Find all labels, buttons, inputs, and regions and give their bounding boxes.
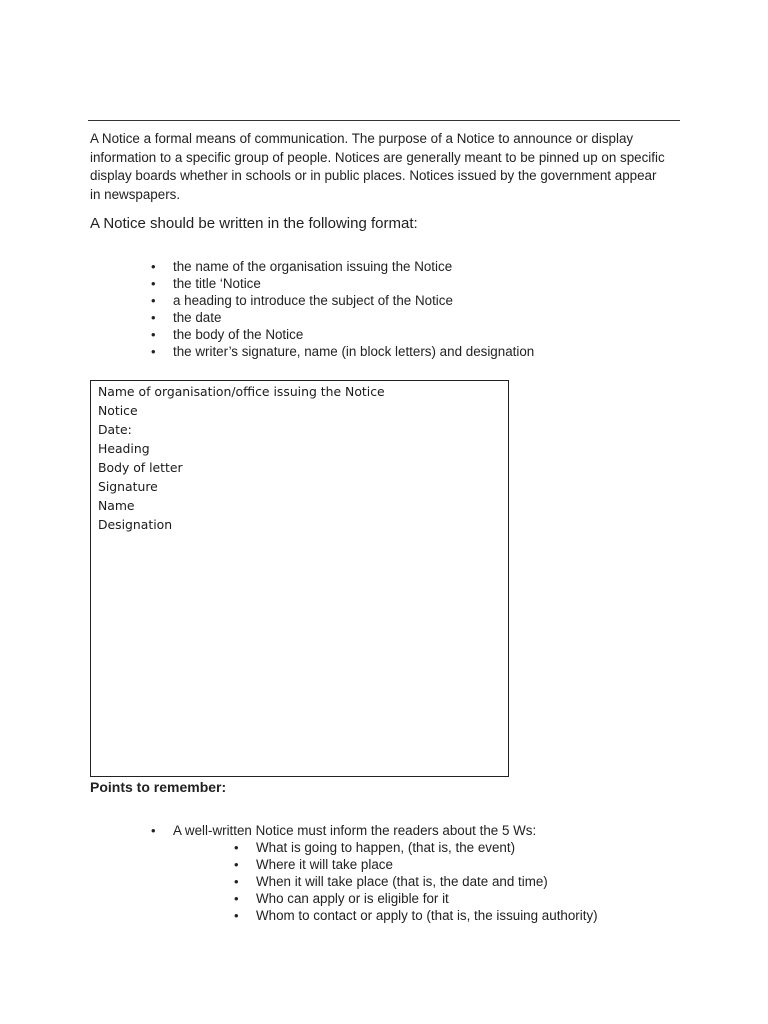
template-line: Name — [98, 498, 135, 513]
list-item: • Who can apply or is eligible for it — [256, 890, 598, 907]
list-item: • A well-written Notice must inform the readers about the 5 Ws: — [173, 822, 536, 839]
list-item: • Where it will take place — [256, 856, 598, 873]
list-item: • What is going to happen, (that is, the event) — [256, 839, 598, 856]
list-item: • the title ‘Notice — [173, 275, 534, 292]
points-heading: Points to remember: — [90, 779, 227, 795]
five-ws-list — [256, 839, 598, 924]
list-item: • the date — [173, 309, 534, 326]
list-item: • the writer’s signature, name (in block letters) and designation — [173, 343, 534, 360]
template-line: Designation — [98, 517, 173, 532]
format-heading: A Notice should be written in the following format: — [90, 215, 418, 232]
points-list — [173, 822, 536, 839]
notice-template-box — [90, 380, 509, 777]
template-line: Signature — [98, 479, 158, 494]
template-line: Body of letter — [98, 460, 183, 475]
list-item: • the body of the Notice — [173, 326, 534, 343]
list-item: • Whom to contact or apply to (that is, the issuing authority) — [256, 907, 598, 924]
list-item: • When it will take place (that is, the date and time) — [256, 873, 598, 890]
top-divider — [88, 120, 680, 121]
list-item: • the name of the organisation issuing the Notice — [173, 258, 534, 275]
list-item: • a heading to introduce the subject of the Notice — [173, 292, 534, 309]
template-line: Name of organisation/office issuing the Notice — [98, 384, 385, 399]
template-line: Heading — [98, 441, 150, 456]
template-line: Notice — [98, 403, 138, 418]
intro-paragraph: A Notice a formal means of communication. The purpose of a Notice to announce or display information to a specific group of people. Notices are generally meant to be pinned up on specific display boards whether in schools or in public places. Notices issued by the government appear in newspapers. — [90, 131, 665, 202]
format-list — [173, 258, 534, 361]
template-line: Date: — [98, 422, 132, 437]
